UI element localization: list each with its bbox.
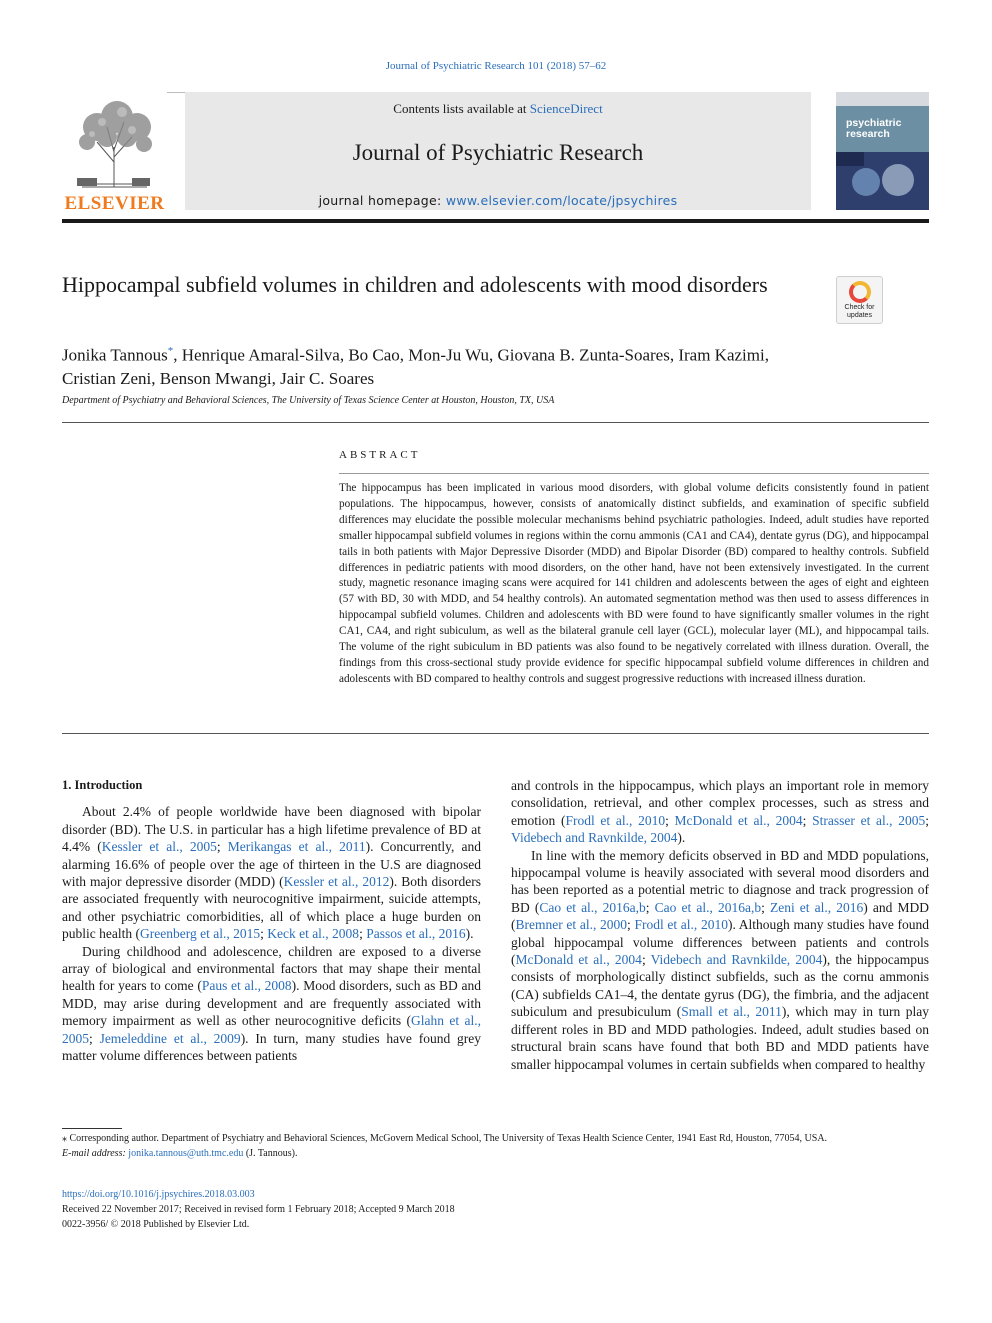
paragraph-text: ; (802, 812, 813, 828)
citation-link[interactable]: Glahn et al., 2005 (62, 1013, 481, 1046)
cover-title: psychiatric research (846, 117, 902, 140)
paragraph-text: ). Mood disorders, such as BD and MDD, may arise during development and are frequently associated with memory impairment as well as other neurocognitive deficits ( (62, 978, 481, 1029)
citation-link[interactable]: Videbech and Ravnkilde, 2004 (650, 952, 823, 968)
author-list (62, 340, 822, 390)
citation-link[interactable]: Bremner et al., 2000 (515, 917, 628, 933)
email-link[interactable]: jonika.tannous@uth.tmc.edu (128, 1148, 244, 1159)
paragraph-text: ; (645, 899, 655, 915)
citation-link[interactable]: McDonald et al., 2004 (515, 952, 642, 968)
intro-paragraph-1 (62, 803, 481, 942)
citation-link[interactable]: Greenberg et al., 2015 (139, 926, 261, 942)
paragraph-text: ; (260, 926, 268, 942)
citation-link[interactable]: Frodl et al., 2010 (565, 812, 666, 828)
paragraph-text: ; (641, 952, 651, 968)
citation-link[interactable]: Paus et al., 2008 (201, 978, 292, 994)
paragraph-text: ) and MDD ( (511, 899, 929, 933)
article-meta (62, 1187, 662, 1232)
footnote-rule (62, 1128, 122, 1129)
paragraph-text: ), which may in turn play different roles in BD and MDD pathologies. Indeed, adult studies based on structural brain scans have found that both BD and MDD patients have smaller hippocampal volumes in certain subfields when compared to healthy (511, 1004, 929, 1072)
paragraph-text: ; (761, 899, 770, 915)
citation-link[interactable]: Cao et al., 2016a,b (654, 899, 762, 915)
cover-top-band (836, 92, 929, 106)
paragraph-text: ; (216, 839, 228, 855)
elsevier-wordmark: ELSEVIER (64, 193, 165, 214)
email-label: E-mail address: (62, 1148, 129, 1159)
paragraph-text: ), the hippocampus consists of morphologically distinct subfields, such as the cornu ammonis (CA) subfields CA1–4, the dentate gyrus (DG), the fimbria, and the adjacent subiculum and presubiculum ( (511, 952, 929, 1020)
citation-link[interactable]: Passos et al., 2016 (366, 926, 466, 942)
intro-paragraph-2 (62, 943, 481, 1065)
contents-availability (185, 101, 811, 117)
paragraph-text: During childhood and adolescence, children are exposed to a diverse array of biological and environmental factors that may shape their mental health for years to come ( (62, 943, 481, 994)
header-divider (62, 219, 929, 223)
received-dates: Received 22 November 2017; Received in revised form 1 February 2018; Accepted 9 March 2018 (62, 1204, 455, 1215)
citation-link[interactable]: Kessler et al., 2005 (101, 839, 217, 855)
homepage-prefix: journal homepage: (318, 193, 446, 208)
journal-homepage (185, 193, 811, 208)
body-column-left (62, 777, 481, 1065)
paragraph-text: ). Both disorders are associated frequently with neurocognitive impairment, suicide attempts, and other psychiatric comorbidities, all of which place a huge burden on public health ( (62, 874, 481, 942)
abstract-top-rule (62, 422, 929, 423)
paragraph-text: ). Although many studies have found global hippocampal volume differences between patients and controls ( (511, 917, 929, 968)
crossmark-label: Check for updates (844, 304, 875, 319)
running-head[interactable]: Journal of Psychiatric Research 101 (2018) 57–62 (385, 60, 607, 72)
citation-link[interactable]: Jemeleddine et al., 2009 (99, 1030, 241, 1046)
body-column-right (511, 777, 929, 1073)
intro-paragraph-3 (511, 777, 929, 847)
intro-paragraph-4 (511, 847, 929, 1073)
citation-link[interactable]: Zeni et al., 2016 (769, 899, 864, 915)
corresponding-mark[interactable]: * (167, 345, 174, 357)
paragraph-text: In line with the memory deficits observed in BD and MDD populations, hippocampal volume is heavily associated with several mood disorders and has been reported as a potential metric to diagnose and track progression of BD ( (511, 847, 929, 915)
paragraph-text: ). Concurrently, and alarming 16.6% of people over the age of thirteen in the U.S are diagnosed with major depressive disorder (MDD) ( (62, 839, 481, 890)
doi-link[interactable]: https://doi.org/10.1016/j.jpsychires.2018.03.003 (62, 1189, 255, 1200)
journal-name[interactable]: Journal of Psychiatric Research (352, 140, 644, 165)
copyright: 0022-3956/ © 2018 Published by Elsevier Ltd. (62, 1219, 250, 1230)
check-for-updates-badge[interactable] (836, 276, 883, 324)
crossmark-icon (849, 281, 871, 303)
paragraph-text: ). In turn, many studies have found grey matter volume differences between patients (62, 1030, 481, 1064)
citation-link[interactable]: Merikangas et al., 2011 (227, 839, 366, 855)
paragraph-text: ). (677, 830, 686, 846)
corresponding-author-note: ⁎ Corresponding author. Department of Psychiatry and Behavioral Sciences, McGovern Medical School, The University of Texas Health Science Center, 1941 East Rd, Houston, 77054, USA. (62, 1133, 828, 1144)
paragraph-text: ; (359, 926, 367, 942)
first-author[interactable]: Jonika Tannous (62, 345, 168, 365)
sciencedirect-link[interactable]: ScienceDirect (529, 101, 603, 116)
paragraph-text: and controls in the hippocampus, which plays an important role in memory consolidation, retrieval, and other complex processes, such as stress and emotion ( (511, 778, 929, 828)
abstract-heading: ABSTRACT (339, 449, 421, 461)
article-title: Hippocampal subfield volumes in children and adolescents with mood disorders (62, 272, 768, 297)
cover-brain-image (836, 152, 929, 210)
citation-link[interactable]: Keck et al., 2008 (267, 926, 360, 942)
contents-prefix: Contents lists available at (393, 101, 530, 116)
other-authors: , Henrique Amaral-Silva, Bo Cao, Mon-Ju Wu, Giovana B. Zunta-Soares, Iram Kazimi, Cristian Zeni, Benson Mwangi, Jair C. Soares (62, 345, 769, 388)
citation-link[interactable]: Kessler et al., 2012 (283, 874, 390, 890)
footnotes (62, 1132, 929, 1161)
citation-link[interactable]: Cao et al., 2016a,b (539, 899, 646, 915)
journal-cover-thumbnail[interactable] (836, 92, 929, 210)
paragraph-text: ; (89, 1030, 100, 1046)
section-heading-introduction: 1. Introduction (62, 778, 143, 792)
paragraph-text: About 2.4% of people worldwide have been diagnosed with bipolar disorder (BD). The U.S. in particular has a high lifetime prevalence of BD at 4.4% ( (62, 804, 481, 855)
citation-link[interactable]: Small et al., 2011 (681, 1004, 782, 1020)
paragraph-text: ; (665, 812, 675, 828)
abstract-text: The hippocampus has been implicated in various mood disorders, with global volume deficits consistently found in patient populations. The hippocampus, however, consists of anatomically distinct subfields, and examination of specific subfield differences may elucidate the possible molecular mechanisms behind psychiatric pathologies. Indeed, adult studies have reported smaller hippocampal subfield volumes in regions within the cornu ammonis (CA1 and CA4), dentate gyrus (DG), and hippocampal tails in both patients with Major Depressive Disorder (MDD) and Bipolar Disorder (BD) compared to healthy controls. Subfield differences in pediatric patients with mood disorders, on the other hand, have not been extensively investigated. In the current study, magnetic resonance imaging scans were acquired for 141 children and adolescents between the ages of eight and eighteen (57 with BD, 30 with MDD, and 54 healthy controls). An automated segmentation method was then used to assess differences in hippocampal subfield volumes. Children and adolescents with BD were found to have significantly smaller volumes in the right CA1, CA4, and right subiculum, as well as the bilateral granule cell layer (GCL), molecular layer (ML), and hippocampal tails. The volume of the right subiculum in BD patients was also found to be negatively correlated with illness duration. Overall, the findings from this cross-sectional study provide evidence for specific hippocampal subfield volume differences in children and adolescents with BD compared to healthy controls and suggest progressive reductions with increased illness duration. (339, 482, 929, 685)
paragraph-text: ; (627, 917, 635, 933)
abstract-heading-rule (339, 473, 929, 474)
homepage-link[interactable]: www.elsevier.com/locate/jpsychires (445, 193, 678, 208)
citation-link[interactable]: Frodl et al., 2010 (634, 917, 728, 933)
citation-link[interactable]: McDonald et al., 2004 (674, 812, 803, 828)
citation-link[interactable]: Strasser et al., 2005 (812, 812, 926, 828)
email-suffix: (J. Tannous). (243, 1148, 298, 1159)
paragraph-text: ; (925, 812, 929, 828)
affiliation: Department of Psychiatry and Behavioral Sciences, The University of Texas Science Center at Houston, Houston, TX, USA (62, 395, 555, 406)
paragraph-text: ). (465, 926, 474, 942)
email-note (62, 1147, 929, 1161)
citation-link[interactable]: Videbech and Ravnkilde, 2004 (511, 830, 678, 846)
abstract-bottom-rule (62, 733, 929, 734)
